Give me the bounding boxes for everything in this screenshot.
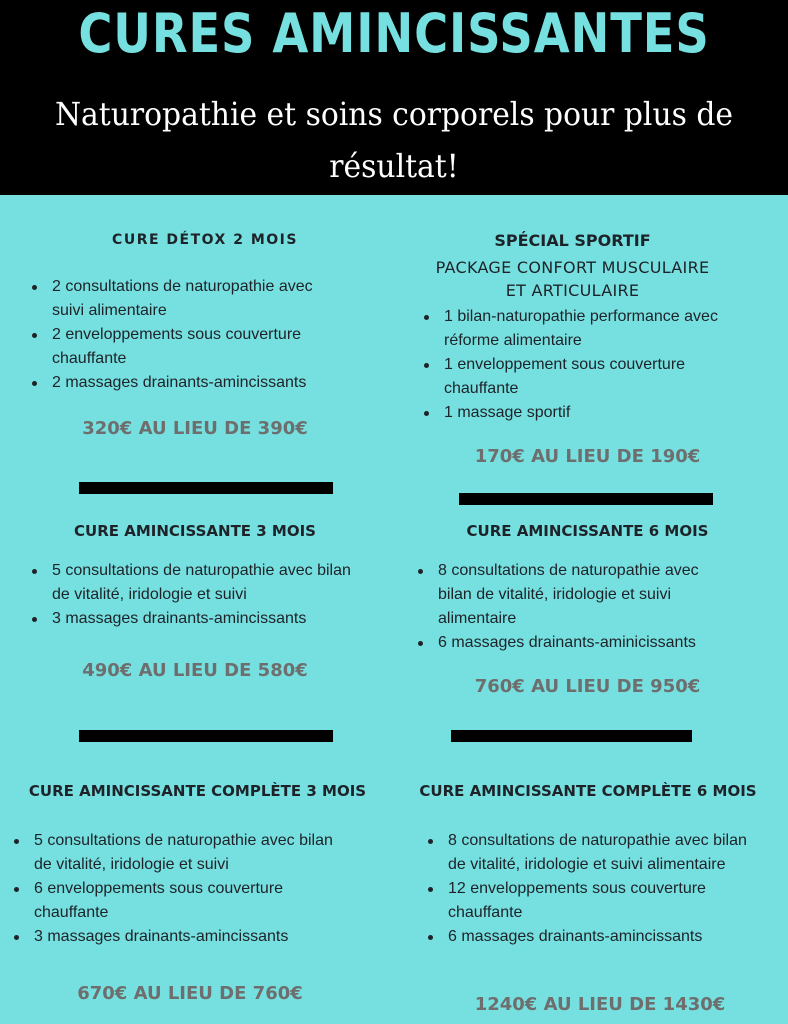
section-divider <box>79 730 333 742</box>
list-item: 8 consultations de naturopathie avec bilan de vitalité, iridologie et suivi alimentaire <box>426 829 786 877</box>
list-item: 6 massages drainants-aminicissants <box>416 631 776 655</box>
page-subtitle-line-2: résultat! <box>329 147 459 185</box>
offer-title: CURE DÉTOX 2 MOIS <box>112 232 298 248</box>
offer-title: SPÉCIAL SPORTIF <box>494 231 651 250</box>
list-item: 2 enveloppements sous couverture chauffante <box>30 323 370 371</box>
list-item: 12 enveloppements sous couverture chauffante <box>426 877 786 925</box>
offer-items-list <box>12 829 392 949</box>
list-item: 6 massages drainants-amincissants <box>426 925 786 949</box>
list-item: 6 enveloppements sous couverture chauffante <box>12 877 392 925</box>
offer-title: CURE AMINCISSANTE 6 MOIS <box>466 522 709 540</box>
list-item: 2 massages drainants-amincissants <box>30 371 370 395</box>
page-subtitle <box>28 88 761 192</box>
offer-items-list <box>30 275 370 395</box>
page-header <box>0 0 788 195</box>
offer-price: 670€ AU LIEU DE 760€ <box>77 983 303 1004</box>
offer-items-list <box>416 559 776 655</box>
offer-price: 320€ AU LIEU DE 390€ <box>82 418 308 439</box>
list-item: 1 bilan-naturopathie performance avec réforme alimentaire <box>422 305 782 353</box>
offer-title: CURE AMINCISSANTE COMPLÈTE 6 MOIS <box>419 782 757 800</box>
offer-price: 760€ AU LIEU DE 950€ <box>474 676 701 697</box>
offer-items-list <box>422 305 782 425</box>
list-item: 3 massages drainants-amincissants <box>12 925 392 949</box>
section-divider <box>451 730 692 742</box>
offer-price: 170€ AU LIEU DE 190€ <box>474 446 701 467</box>
offer-title: CURE AMINCISSANTE COMPLÈTE 3 MOIS <box>28 782 367 800</box>
list-item: 8 consultations de naturopathie avec bilan de vitalité, iridologie et suivi alimentaire <box>416 559 776 631</box>
page-subtitle-line-1: Naturopathie et soins corporels pour plus de <box>54 95 733 133</box>
offer-items-list <box>30 559 395 631</box>
list-item: 1 massage sportif <box>422 401 782 425</box>
list-item: 5 consultations de naturopathie avec bilan de vitalité, iridologie et suivi <box>30 559 395 607</box>
list-item: 3 massages drainants-amincissants <box>30 607 395 631</box>
offer-price: 490€ AU LIEU DE 580€ <box>82 660 308 681</box>
offer-subtitle: PACKAGE CONFORT MUSCULAIRE ET ARTICULAIRE <box>435 258 710 300</box>
list-item: 5 consultations de naturopathie avec bilan de vitalité, iridologie et suivi <box>12 829 392 877</box>
list-item: 1 enveloppement sous couverture chauffante <box>422 353 782 401</box>
offer-title: CURE AMINCISSANTE 3 MOIS <box>74 522 316 540</box>
list-item: 2 consultations de naturopathie avec suivi alimentaire <box>30 275 370 323</box>
page-title: CURES AMINCISSANTES <box>78 2 710 65</box>
section-divider <box>79 482 333 494</box>
section-divider <box>459 493 713 505</box>
offer-price: 1240€ AU LIEU DE 1430€ <box>474 994 726 1015</box>
offer-items-list <box>426 829 786 949</box>
